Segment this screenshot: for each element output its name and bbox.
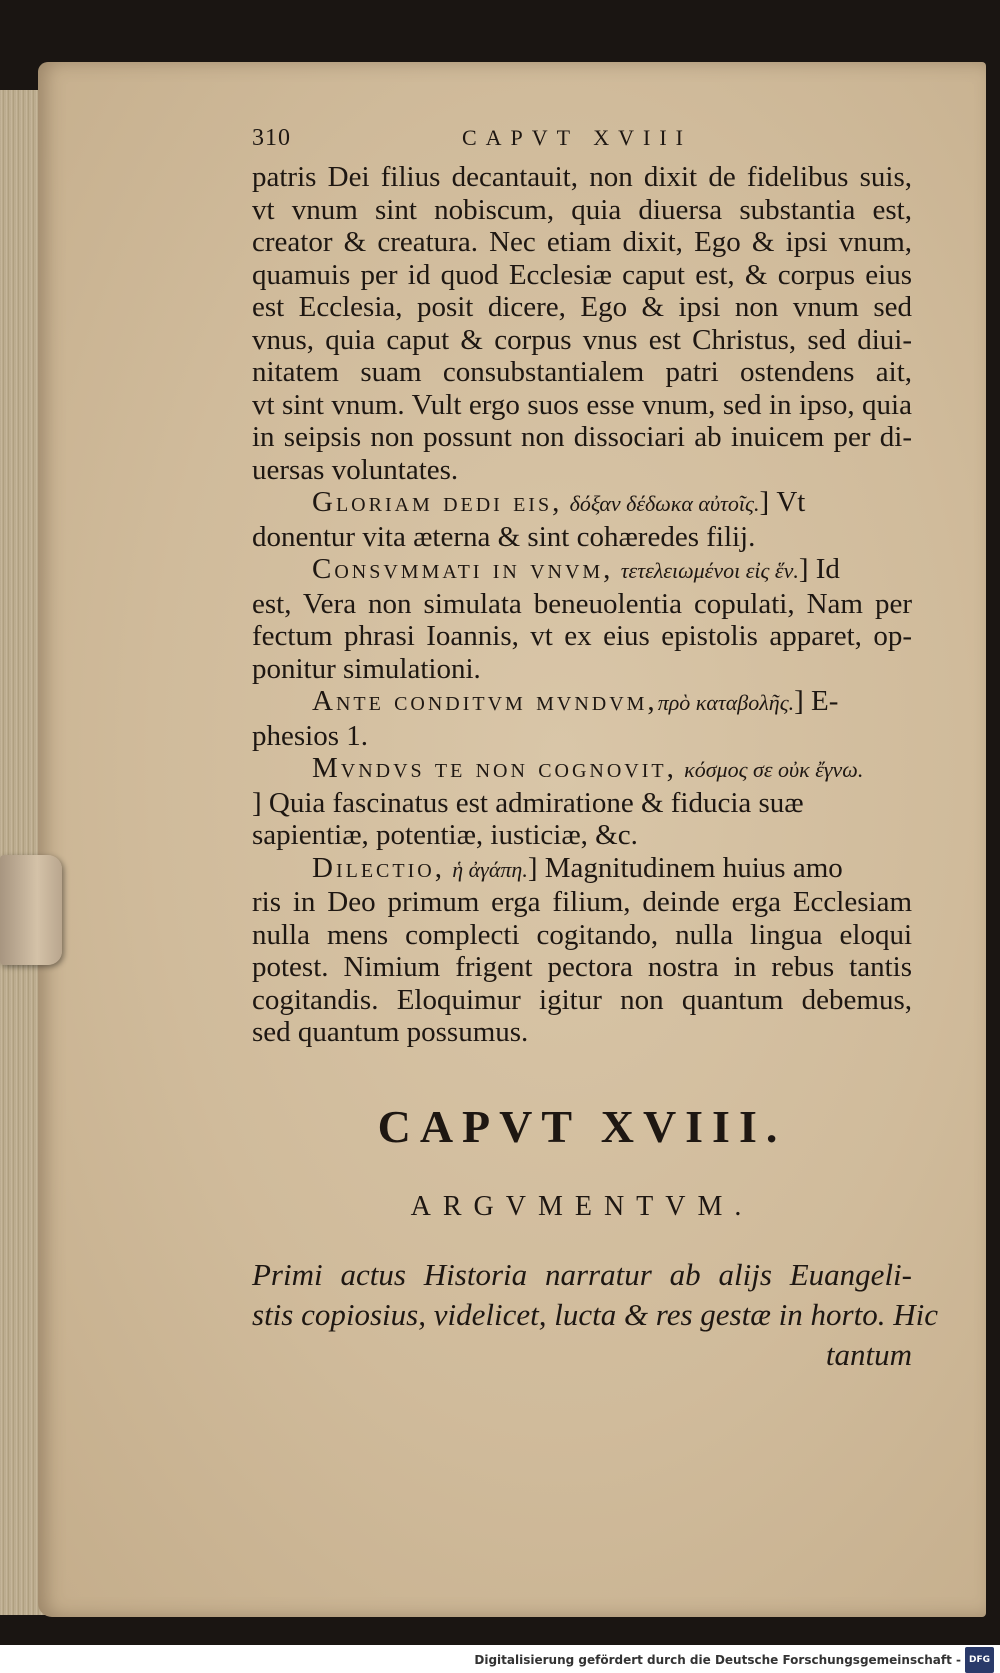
note-line: est, Vera non simulata beneuolentia copulati, Nam per [252, 587, 912, 620]
dfg-logo: DFG [965, 1647, 994, 1673]
note-text: ] Vt [759, 486, 806, 518]
chapter-title: CAPVT XVIII. [377, 1100, 787, 1152]
argument-line: stis copiosius, videlicet, lucta & res gestæ in horto. Hic [252, 1296, 938, 1332]
note-lemma: Mvndvs te non cognovit, [312, 752, 677, 784]
note-line: potest. Nimium frigent pectora nostra in rebus tantis [252, 951, 912, 983]
body-line: vt vnum sint nobiscum, quia diuersa substantia est, [252, 193, 912, 226]
note-text: ] E- [794, 685, 839, 717]
body-line: vnus, quia caput & corpus vnus est Christus, sed diui- [252, 323, 912, 356]
note-text: ] Id [798, 553, 840, 585]
note-first-line [252, 852, 912, 887]
greek-text: τετελειωμένοι εἰς ἕν. [620, 558, 799, 583]
greek-text: δόξαν δέδωκα αὐτοῖς. [569, 491, 760, 516]
note-lemma: Dilectio, [312, 851, 445, 884]
note-lemma: Ante conditvm mvndvm, [312, 685, 658, 717]
book-clip [0, 855, 62, 965]
note-line: cogitandis. Eloquimur igitur non quantum debemus, [252, 983, 912, 1016]
note-line: sapientiæ, potentiæ, iusticiæ, &c. [252, 819, 638, 851]
digitization-credit [0, 1647, 1000, 1671]
note-first-line [252, 685, 912, 720]
running-title: CAPVT XVIII [462, 125, 692, 150]
note-line: ris in Deo primum erga filium, deinde erga Ecclesiam [252, 886, 912, 918]
note-line: phesios 1. [252, 719, 368, 752]
body-line: nitatem suam consubstantialem patri ostendens ait, [252, 356, 912, 388]
running-head [252, 125, 912, 161]
body-line: uersas voluntates. [252, 453, 459, 486]
body-line: patris Dei filius decantauit, non dixit de fidelibus suis, [252, 161, 912, 193]
note-line: sed quantum possumus. [252, 1016, 529, 1048]
body-line: est Ecclesia, posit dicere, Ego & ipsi non vnum sed [252, 291, 912, 323]
greek-text: κόσμος σε οὐκ ἔγνω. [684, 757, 864, 782]
credit-text: Digitalisierung gefördert durch die Deutsche Forschungsgemeinschaft - [474, 1653, 961, 1667]
page-number: 310 [252, 125, 291, 151]
argument-label: ARGVMENTVM. [410, 1190, 754, 1222]
note-lemma: Consvmmati in vnvm, [312, 553, 614, 585]
note-first-line [252, 752, 912, 787]
note-first-line [252, 553, 912, 588]
body-line: quamuis per id quod Ecclesiæ caput est, & corpus eius [252, 258, 912, 291]
body-line: creator & creatura. Nec etiam dixit, Ego & ipsi vnum, [252, 226, 912, 258]
page-text [252, 125, 938, 1375]
greek-text: ἡ ἀγάπη. [452, 856, 528, 882]
note-first-line [252, 486, 912, 521]
body-line: in seipsis non possunt non dissociari ab inuicem per di- [252, 421, 912, 453]
argument-line: Primi actus Historia narratur ab alijs Euangeli- [252, 1256, 912, 1292]
body-line: vt sint vnum. Vult ergo suos esse vnum, sed in ipso, quia [252, 388, 912, 421]
note-text: ] Magnitudinem huius amo [527, 851, 843, 884]
note-line: donentur vita æterna & sint cohæredes filij. [252, 520, 756, 553]
catchword: tantum [825, 1336, 912, 1372]
note-line: ] Quia fascinatus est admiratione & fiducia suæ [252, 786, 804, 819]
note-line: ponitur simulationi. [252, 652, 481, 685]
note-lemma: Gloriam dedi eis, [312, 486, 563, 518]
note-line: nulla mens complecti cogitando, nulla lingua eloqui [252, 918, 912, 951]
greek-text: πρὸ καταβολῆς. [657, 690, 795, 715]
argument-text [252, 1255, 938, 1375]
note-line: fectum phrasi Ioannis, vt ex eius epistolis apparet, op- [252, 620, 912, 652]
